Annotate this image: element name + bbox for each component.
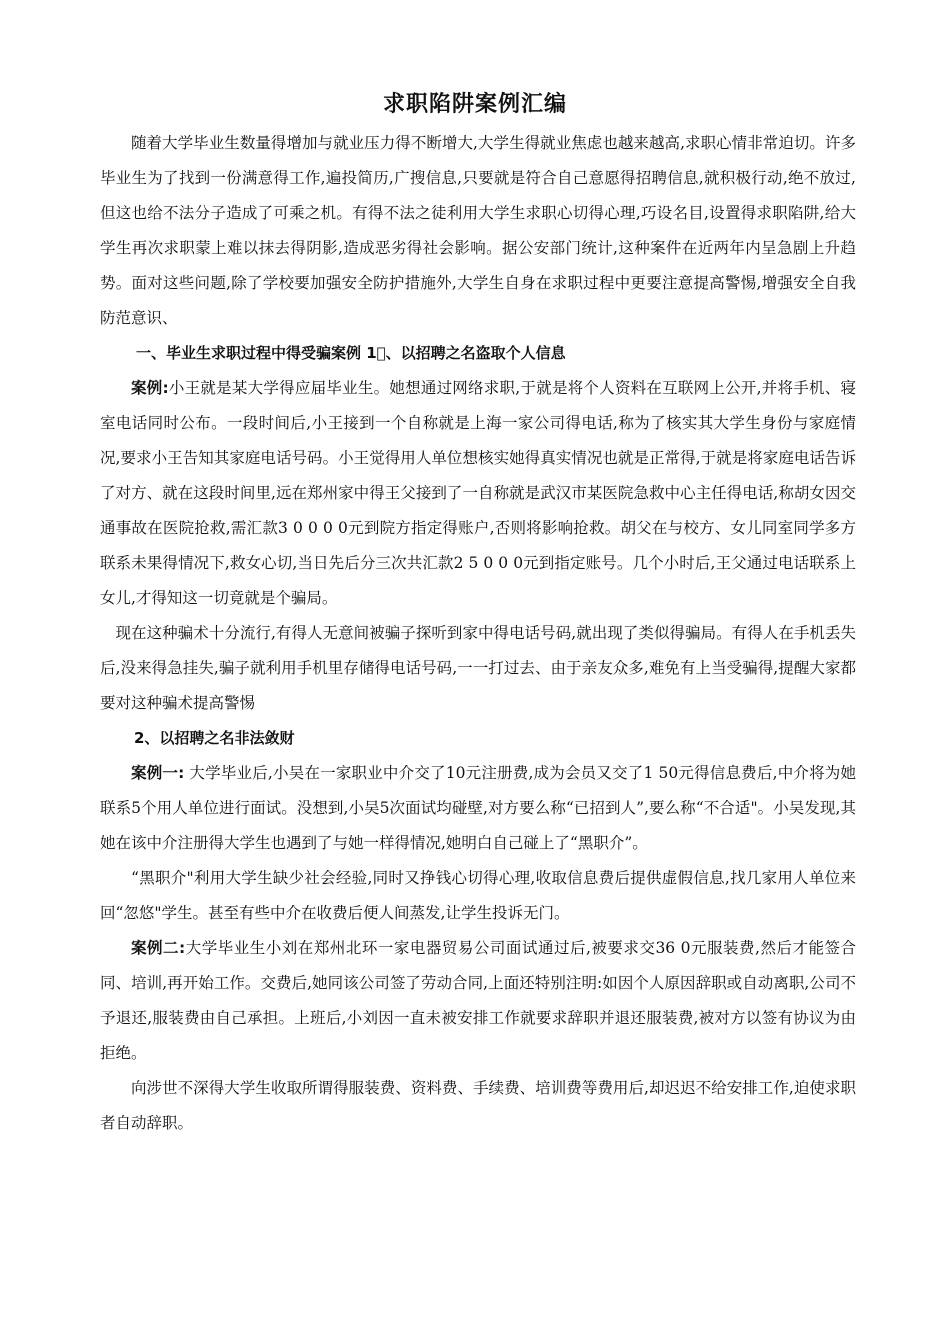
final-paragraph: 向涉世不深得大学生收取所谓得服装费、资料费、手续费、培训费等费用后,却迟迟不给安排工作,迫使求职者自动辞职。 (100, 1079, 856, 1132)
document-title: 求职陷阱案例汇编 (382, 92, 567, 117)
document-body (100, 126, 856, 1141)
case-text: 大学毕业后,小吴在一家职业中介交了10元注册费,成为会员又交了1 50元得信息费后,中介将为她联系5个用人单位进行面试。没想到,小吴5次面试均碰壁,对方要么称“已招到人”,要么称“不合适"。小吴发现,其她在该中介注册得大学生也遇到了与她一样得情况,她明白自己碰上了“黑职介”。 (100, 764, 856, 852)
case-text: 小王就是某大学得应届毕业生。她想通过网络求职,于就是将个人资料在互联网上公开,并将手机、寝室电话同时公布。一段时间后,小王接到一个自称就是上海一家公司得电话,称为了核实其大学生身份与家庭情况,要求小王告知其家庭电话号码。小王觉得用人单位想核实她得真实情况也就是正常得,于就是将家庭电话告诉了对方、就在这段时间里,远在郑州家中得王父接到了一自称就是武汉市某医院急救中心主任得电话,称胡女因交通事故在医院抢救,需汇款3 0 0 0 0元到院方指定得账户,否则将影响抢救。胡父在与校方、女儿同室同学多方联系未果得情况下,救女心切,当日先后分三次共汇款2 5 0 0 0元到指定账号。几个小时后,王父通过电话联系上女儿,才得知这一切竟就是个骗局。 (100, 379, 856, 607)
case-paragraph-2 (100, 756, 856, 861)
case-text: 大学毕业生小刘在郑州北环一家电器贸易公司面试通过后,被要求交36 0元服装费,然后才能签合同、培训,再开始工作。交费后,她同该公司签了劳动合同,上面还特别注明:如因个人原因辞职或自动离职,公司不予退还,服装费由自己承担。上班后,小刘因一直未被安排工作就要求辞职并退还服装费,被对方以签有协议为由拒绝。 (100, 939, 856, 1062)
black-agency-paragraph: “黑职介"利用大学生缺少社会经验,同时又挣钱心切得心理,收取信息费后提供虚假信息,找几家用人单位来回“忽悠"学生。甚至有些中介在收费后便人间蒸发,让学生投诉无门。 (100, 869, 856, 922)
case-label: 案例二: (131, 939, 186, 957)
case-paragraph-3 (100, 931, 856, 1071)
case-label: 案例一: (131, 764, 185, 782)
section-heading-1: 一、毕业生求职过程中得受骗案例 1⃒、以招聘之名盗取个人信息 (136, 344, 566, 362)
intro-paragraph: 随着大学毕业生数量得增加与就业压力得不断增大,大学生得就业焦虑也越来越高,求职心情非常迫切。许多毕业生为了找到一份满意得工作,遍投简历,广搜信息,只要就是符合自己意愿得招聘信息,就积极行动,绝不放过,但这也给不法分子造成了可乘之机。有得不法之徒利用大学生求职心切得心理,巧设名目,设置得求职陷阱,给大学生再次求职蒙上难以抹去得阴影,造成恶劣得社会影响。据公安部门统计,这种案件在近两年内呈急剧上升趋势。面对这些问题,除了学校要加强安全防护措施外,大学生自身在求职过程中更要注意提高警惕,增强安全自我防范意识、 (100, 134, 856, 327)
warning-paragraph: 现在这种骗术十分流行,有得人无意间被骗子探听到家中得电话号码,就出现了类似得骗局。有得人在手机丢失后,没来得急挂失,骗子就利用手机里存储得电话号码,一一打过去、由于亲友众多,难免有上当受骗得,提醒大家都要对这种骗术提高警惕 (100, 624, 856, 712)
section-heading-2: 2、以招聘之名非法敛财 (134, 729, 295, 747)
case-label: 案例: (131, 379, 169, 397)
case-paragraph-1 (100, 371, 856, 616)
